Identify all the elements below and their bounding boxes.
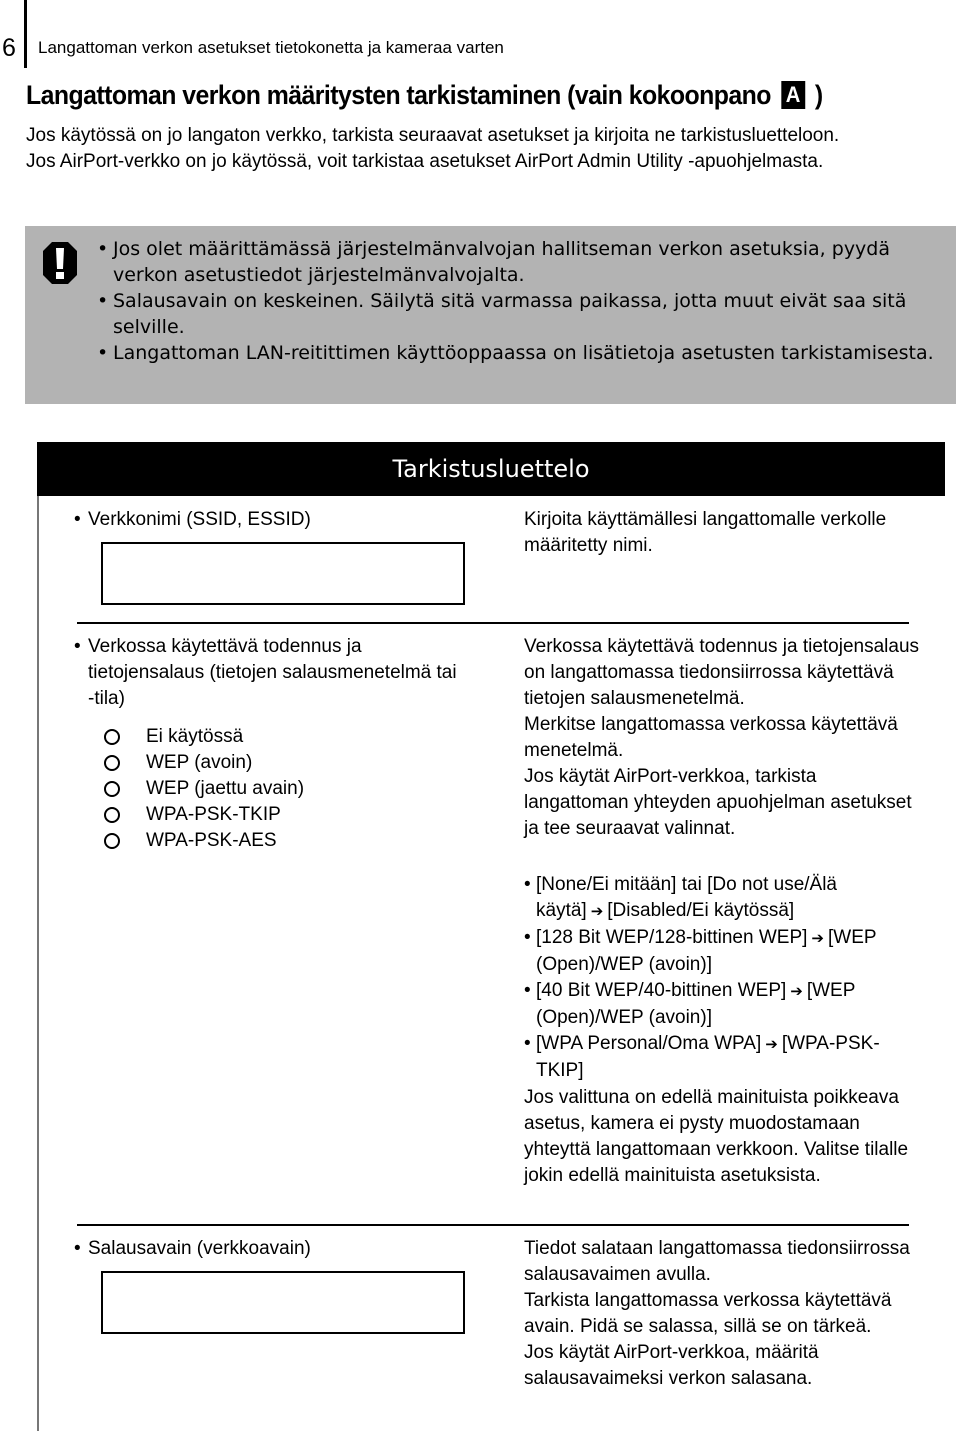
key-desc-para: Tiedot salataan langattomassa tiedonsiirrossa salausavaimen avulla. [524,1238,910,1285]
ssid-label-text: Verkkonimi (SSID, ESSID) [88,509,311,530]
row-separator [77,622,909,624]
intro-line-1: Jos käytössä on jo langaton verkko, tarkista seuraavat asetukset ja kirjoita ne tarkistusluetteloon. [26,125,840,146]
section-title-end: ) [814,80,823,110]
key-label-text: Salausavain (verkkoavain) [88,1238,311,1259]
option-wpa-psk-aes[interactable]: WPA-PSK-AES [104,828,304,854]
settings-mapping: • [None/Ei mitään] tai [Do not use/Älä käytä] ➔ [Disabled/Ei käytössä] [524,872,924,925]
bullet: • [74,636,81,657]
key-desc-para: Jos käytät AirPort-verkkoa, määritä salausavaimeksi verkon salasana. [524,1342,819,1389]
key-label [74,1236,458,1262]
auth-description [524,634,924,842]
arrow-right-icon: ➔ [590,903,604,920]
option-disabled[interactable]: Ei käytössä [104,724,304,750]
key-write-in-field[interactable] [101,1271,465,1334]
checklist-left-border [37,496,39,1431]
auth-label [74,634,458,712]
warning-box [25,226,956,404]
warning-list [97,236,947,366]
radio-circle-icon[interactable] [104,807,120,823]
settings-mapping: • [40 Bit WEP/40-bittinen WEP] ➔ [WEP (Open)/WEP (avoin)] [524,978,924,1031]
section-title-text: Langattoman verkon määritysten tarkistaminen (vain kokoonpano [26,80,771,110]
warning-item: • Langattoman LAN-reitittimen käyttöoppaassa on lisätietoja asetusten tarkistamisesta. [97,340,947,366]
option-wep-open[interactable]: WEP (avoin) [104,750,304,776]
airport-settings-list [524,872,924,1084]
radio-circle-icon[interactable] [104,781,120,797]
auth-desc-para: Merkitse langattomassa verkossa käytettävä menetelmä. [524,714,898,761]
auth-label-text: Verkossa käytettävä todennus ja tietojensalaus (tietojen salausmenetelmä tai -tila) [88,636,457,709]
section-title [26,80,823,111]
warning-item: • Jos olet määrittämässä järjestelmänvalvojan hallitseman verkon asetuksia, pyydä verkon asetustiedot järjestelmänvalvojalta. [97,236,947,288]
bullet: • [74,1238,81,1259]
option-wep-shared[interactable]: WEP (jaettu avain) [104,776,304,802]
radio-circle-icon[interactable] [104,833,120,849]
ssid-write-in-field[interactable] [101,542,465,605]
running-title: Langattoman verkon asetukset tietokonetta ja kameraa varten [38,38,504,57]
intro-line-2: Jos AirPort-verkko on jo käytössä, voit tarkistaa asetukset AirPort Admin Utility -apuohjelmasta. [26,151,824,172]
settings-note: Jos valittuna on edellä mainituista poikkeava asetus, kamera ei pysty muodostamaan yhteyttä langattomaan verkkoon. Valitse tilalle jokin edellä mainituista asetuksista. [524,1087,909,1186]
radio-circle-icon[interactable] [104,755,120,771]
checklist-title: Tarkistusluettelo [37,442,945,496]
bullet: • [74,509,81,530]
row-separator [77,1224,909,1226]
radio-circle-icon[interactable] [104,729,120,745]
auth-desc-para: Verkossa käytettävä todennus ja tietojensalaus on langattomassa tiedonsiirrossa käytettävä tietojen salausmenetelmä. [524,636,920,709]
ssid-description: Kirjoita käyttämällesi langattomalle verkolle määritetty nimi. [524,509,887,556]
settings-mapping: • [WPA Personal/Oma WPA] ➔ [WPA-PSK-TKIP] [524,1031,924,1084]
intro-text [26,123,956,175]
header-rule [24,0,27,68]
key-desc-para: Tarkista langattomassa verkossa käytettävä avain. Pidä se salassa, sillä se on tärkeä. [524,1290,892,1337]
arrow-right-icon: ➔ [765,1036,778,1053]
auth-desc-para: Jos käytät AirPort-verkkoa, tarkista langattoman yhteyden apuohjelman asetukset ja tee seuraavat valinnat. [524,766,912,839]
warning-item: • Salausavain on keskeinen. Säilytä sitä varmassa paikassa, jotta muut eivät saa sitä selville. [97,288,947,340]
exclamation-icon [43,242,77,284]
key-description [524,1236,924,1392]
settings-mapping: • [128 Bit WEP/128-bittinen WEP] ➔ [WEP (Open)/WEP (avoin)] [524,925,924,978]
ssid-label [74,507,458,533]
arrow-right-icon: ➔ [790,983,803,1000]
mode-a-badge: A [781,81,805,109]
option-wpa-psk-tkip[interactable]: WPA-PSK-TKIP [104,802,304,828]
auth-options [104,724,304,854]
arrow-right-icon: ➔ [811,930,824,947]
page-number: 6 [2,34,16,62]
